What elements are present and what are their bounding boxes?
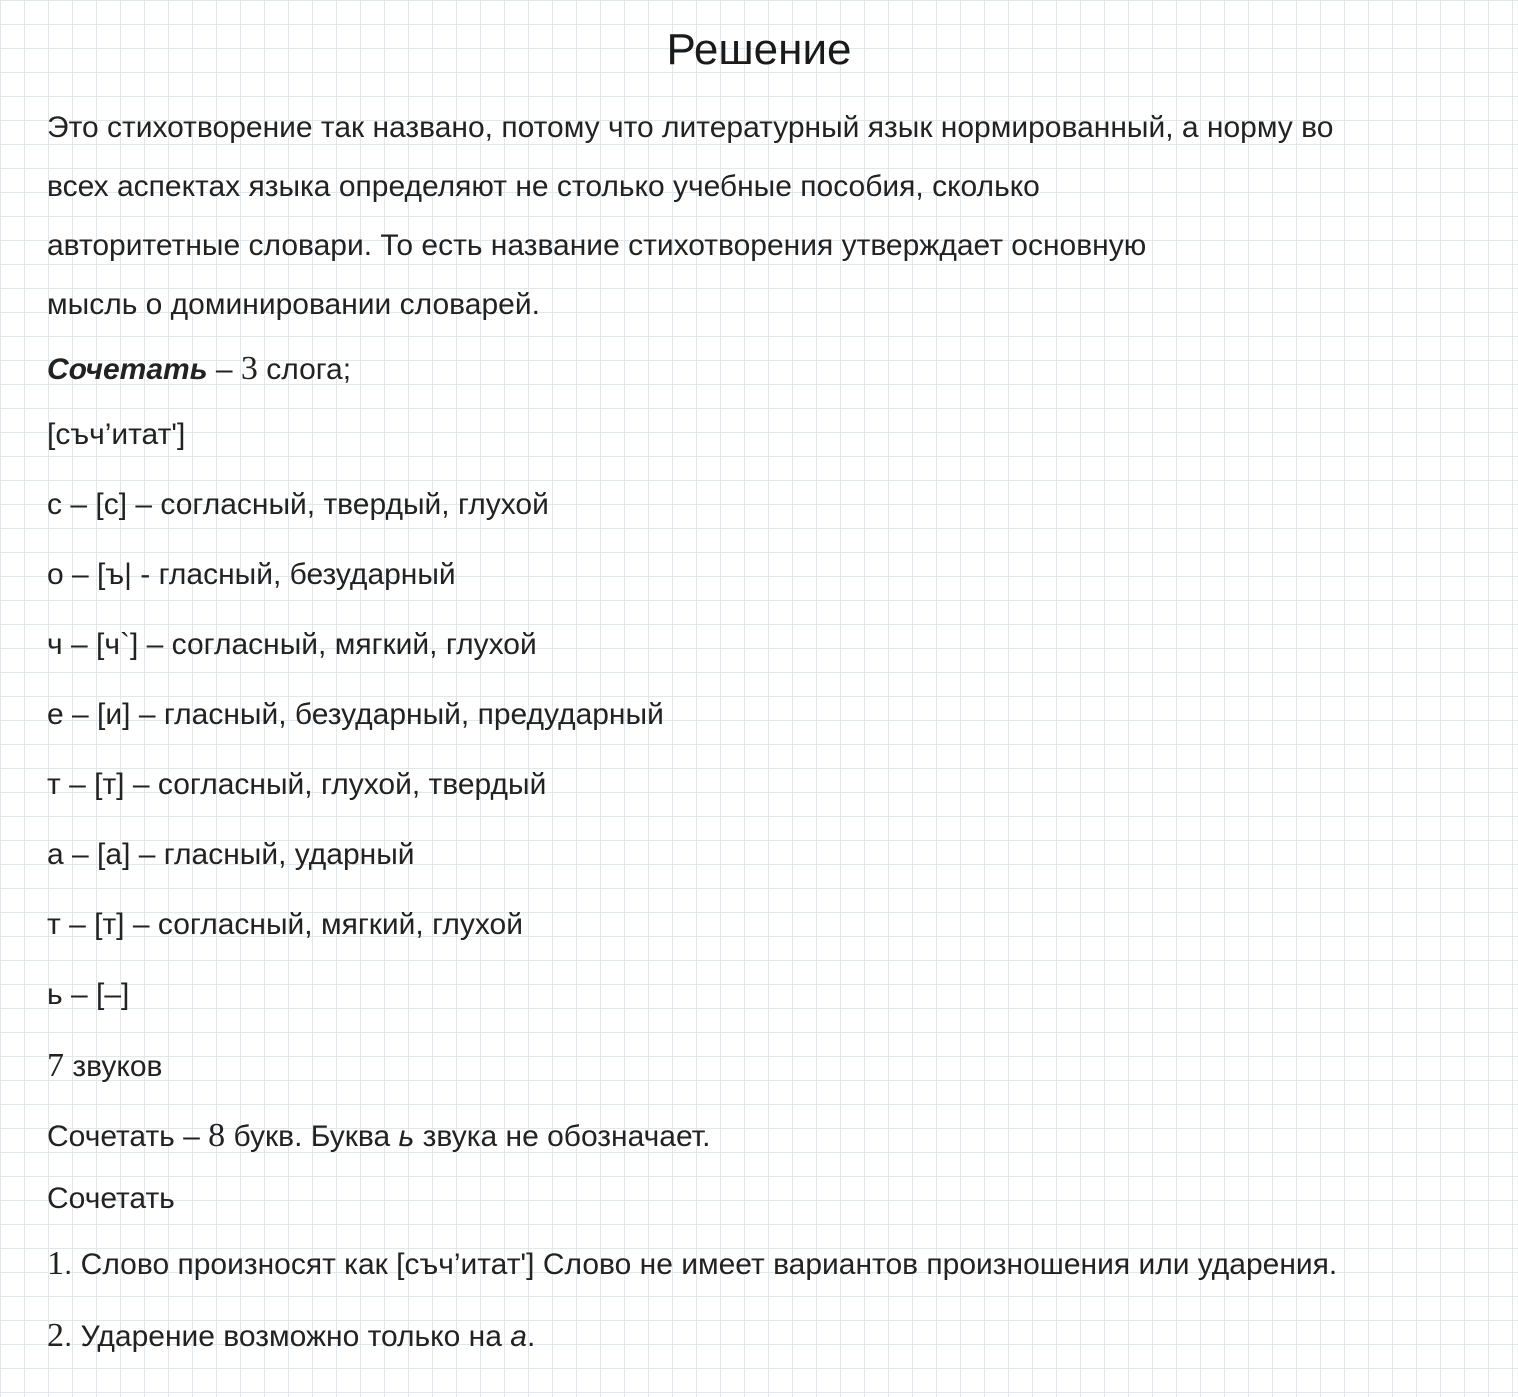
intro-paragraph	[47, 98, 1487, 334]
letter-count-post: звука не обозначает.	[414, 1120, 711, 1153]
sound-letter: с	[47, 488, 62, 521]
syllable-dash: –	[207, 353, 241, 386]
letter-count-pre: Сочетать –	[47, 1120, 209, 1153]
point-number: 1	[47, 1245, 64, 1282]
sound-symbol: [т]	[94, 908, 125, 941]
separator: –	[124, 908, 158, 941]
separator: –	[63, 558, 98, 591]
word-heading	[47, 1179, 175, 1219]
sound-symbol: [ч`]	[96, 628, 139, 661]
sound-row	[47, 625, 537, 665]
soft-sign-letter: ь	[398, 1120, 415, 1153]
point-emphasis: а	[510, 1320, 527, 1353]
intro-line: всех аспектах языка определяют не столько учебные пособия, сколько	[47, 170, 1040, 203]
sound-description: согласный, глухой, твердый	[157, 768, 547, 801]
point-item	[47, 1316, 535, 1357]
sound-row	[47, 905, 523, 945]
sound-description: согласный, мягкий, глухой	[171, 628, 537, 661]
point-text: Слово произносят как	[80, 1248, 397, 1281]
sound-letter: а	[47, 838, 64, 871]
sound-row	[47, 485, 549, 525]
letter-count-mid: букв. Буква	[225, 1120, 399, 1153]
sound-letter: ь	[47, 978, 63, 1011]
sound-count-text: звуков	[64, 1050, 163, 1083]
sound-description: гласный, ударный	[163, 838, 415, 871]
separator: -	[131, 558, 159, 591]
separator: –	[62, 488, 96, 521]
sound-description: гласный, безударный, предударный	[163, 698, 664, 731]
sound-symbol: [–]	[96, 978, 130, 1011]
word-again: Сочетать	[47, 1182, 175, 1215]
sound-symbol: [с]	[95, 488, 128, 521]
sound-letter: е	[47, 698, 64, 731]
sound-symbol: [ъ|	[97, 558, 132, 591]
sound-count-number: 7	[47, 1047, 64, 1084]
sound-symbol: [и]	[97, 698, 131, 731]
point-item	[47, 1244, 1337, 1285]
separator: –	[63, 838, 98, 871]
point-dot: .	[64, 1248, 81, 1281]
letter-count-number: 8	[208, 1117, 226, 1154]
sound-description: согласный, мягкий, глухой	[157, 908, 523, 941]
transcription-line	[47, 415, 185, 455]
sound-symbol: [а]	[97, 838, 131, 871]
separator: –	[62, 978, 96, 1011]
point-dot: .	[64, 1320, 81, 1353]
sound-letter: т	[47, 768, 61, 801]
intro-line: мысль о доминировании словарей.	[47, 288, 540, 321]
separator: –	[124, 768, 158, 801]
point-end: .	[526, 1320, 536, 1353]
intro-line: Это стихотворение так названо, потому что литературный язык нормированный, а норму во	[47, 111, 1334, 144]
point-transcription: [съч’итат']	[396, 1248, 535, 1281]
transcription: [съч’итат']	[47, 418, 186, 451]
separator: –	[63, 698, 98, 731]
sound-letter: о	[47, 558, 64, 591]
sound-row	[47, 765, 546, 805]
sound-row	[47, 975, 129, 1015]
separator: –	[60, 908, 95, 941]
point-number: 2	[47, 1317, 64, 1354]
sound-row	[47, 555, 456, 595]
separator: –	[130, 838, 164, 871]
intro-line: авторитетные словари. То есть название стихотворения утверждает основную	[47, 229, 1147, 262]
sound-symbol: [т]	[94, 768, 125, 801]
sound-count-line	[47, 1046, 162, 1087]
point-text-end: Слово не имеет вариантов произношения или ударения.	[534, 1248, 1338, 1281]
sound-description: согласный, твердый, глухой	[160, 488, 549, 521]
sound-letter: т	[47, 908, 61, 941]
point-text: Ударение возможно только на	[80, 1320, 511, 1353]
syllable-line	[47, 349, 351, 390]
separator: –	[127, 488, 161, 521]
syllable-count: 3	[240, 350, 258, 387]
page-title: Решение	[666, 25, 852, 74]
separator: –	[60, 768, 95, 801]
separator: –	[138, 628, 172, 661]
syllable-word: Сочетать	[47, 353, 208, 386]
sound-letter: ч	[47, 628, 63, 661]
letter-count-line	[47, 1116, 710, 1157]
separator: –	[62, 628, 96, 661]
sound-description: гласный, безударный	[158, 558, 456, 591]
sound-row	[47, 835, 415, 875]
syllable-rest: слога;	[257, 353, 352, 386]
separator: –	[130, 698, 164, 731]
sound-row	[47, 695, 664, 735]
